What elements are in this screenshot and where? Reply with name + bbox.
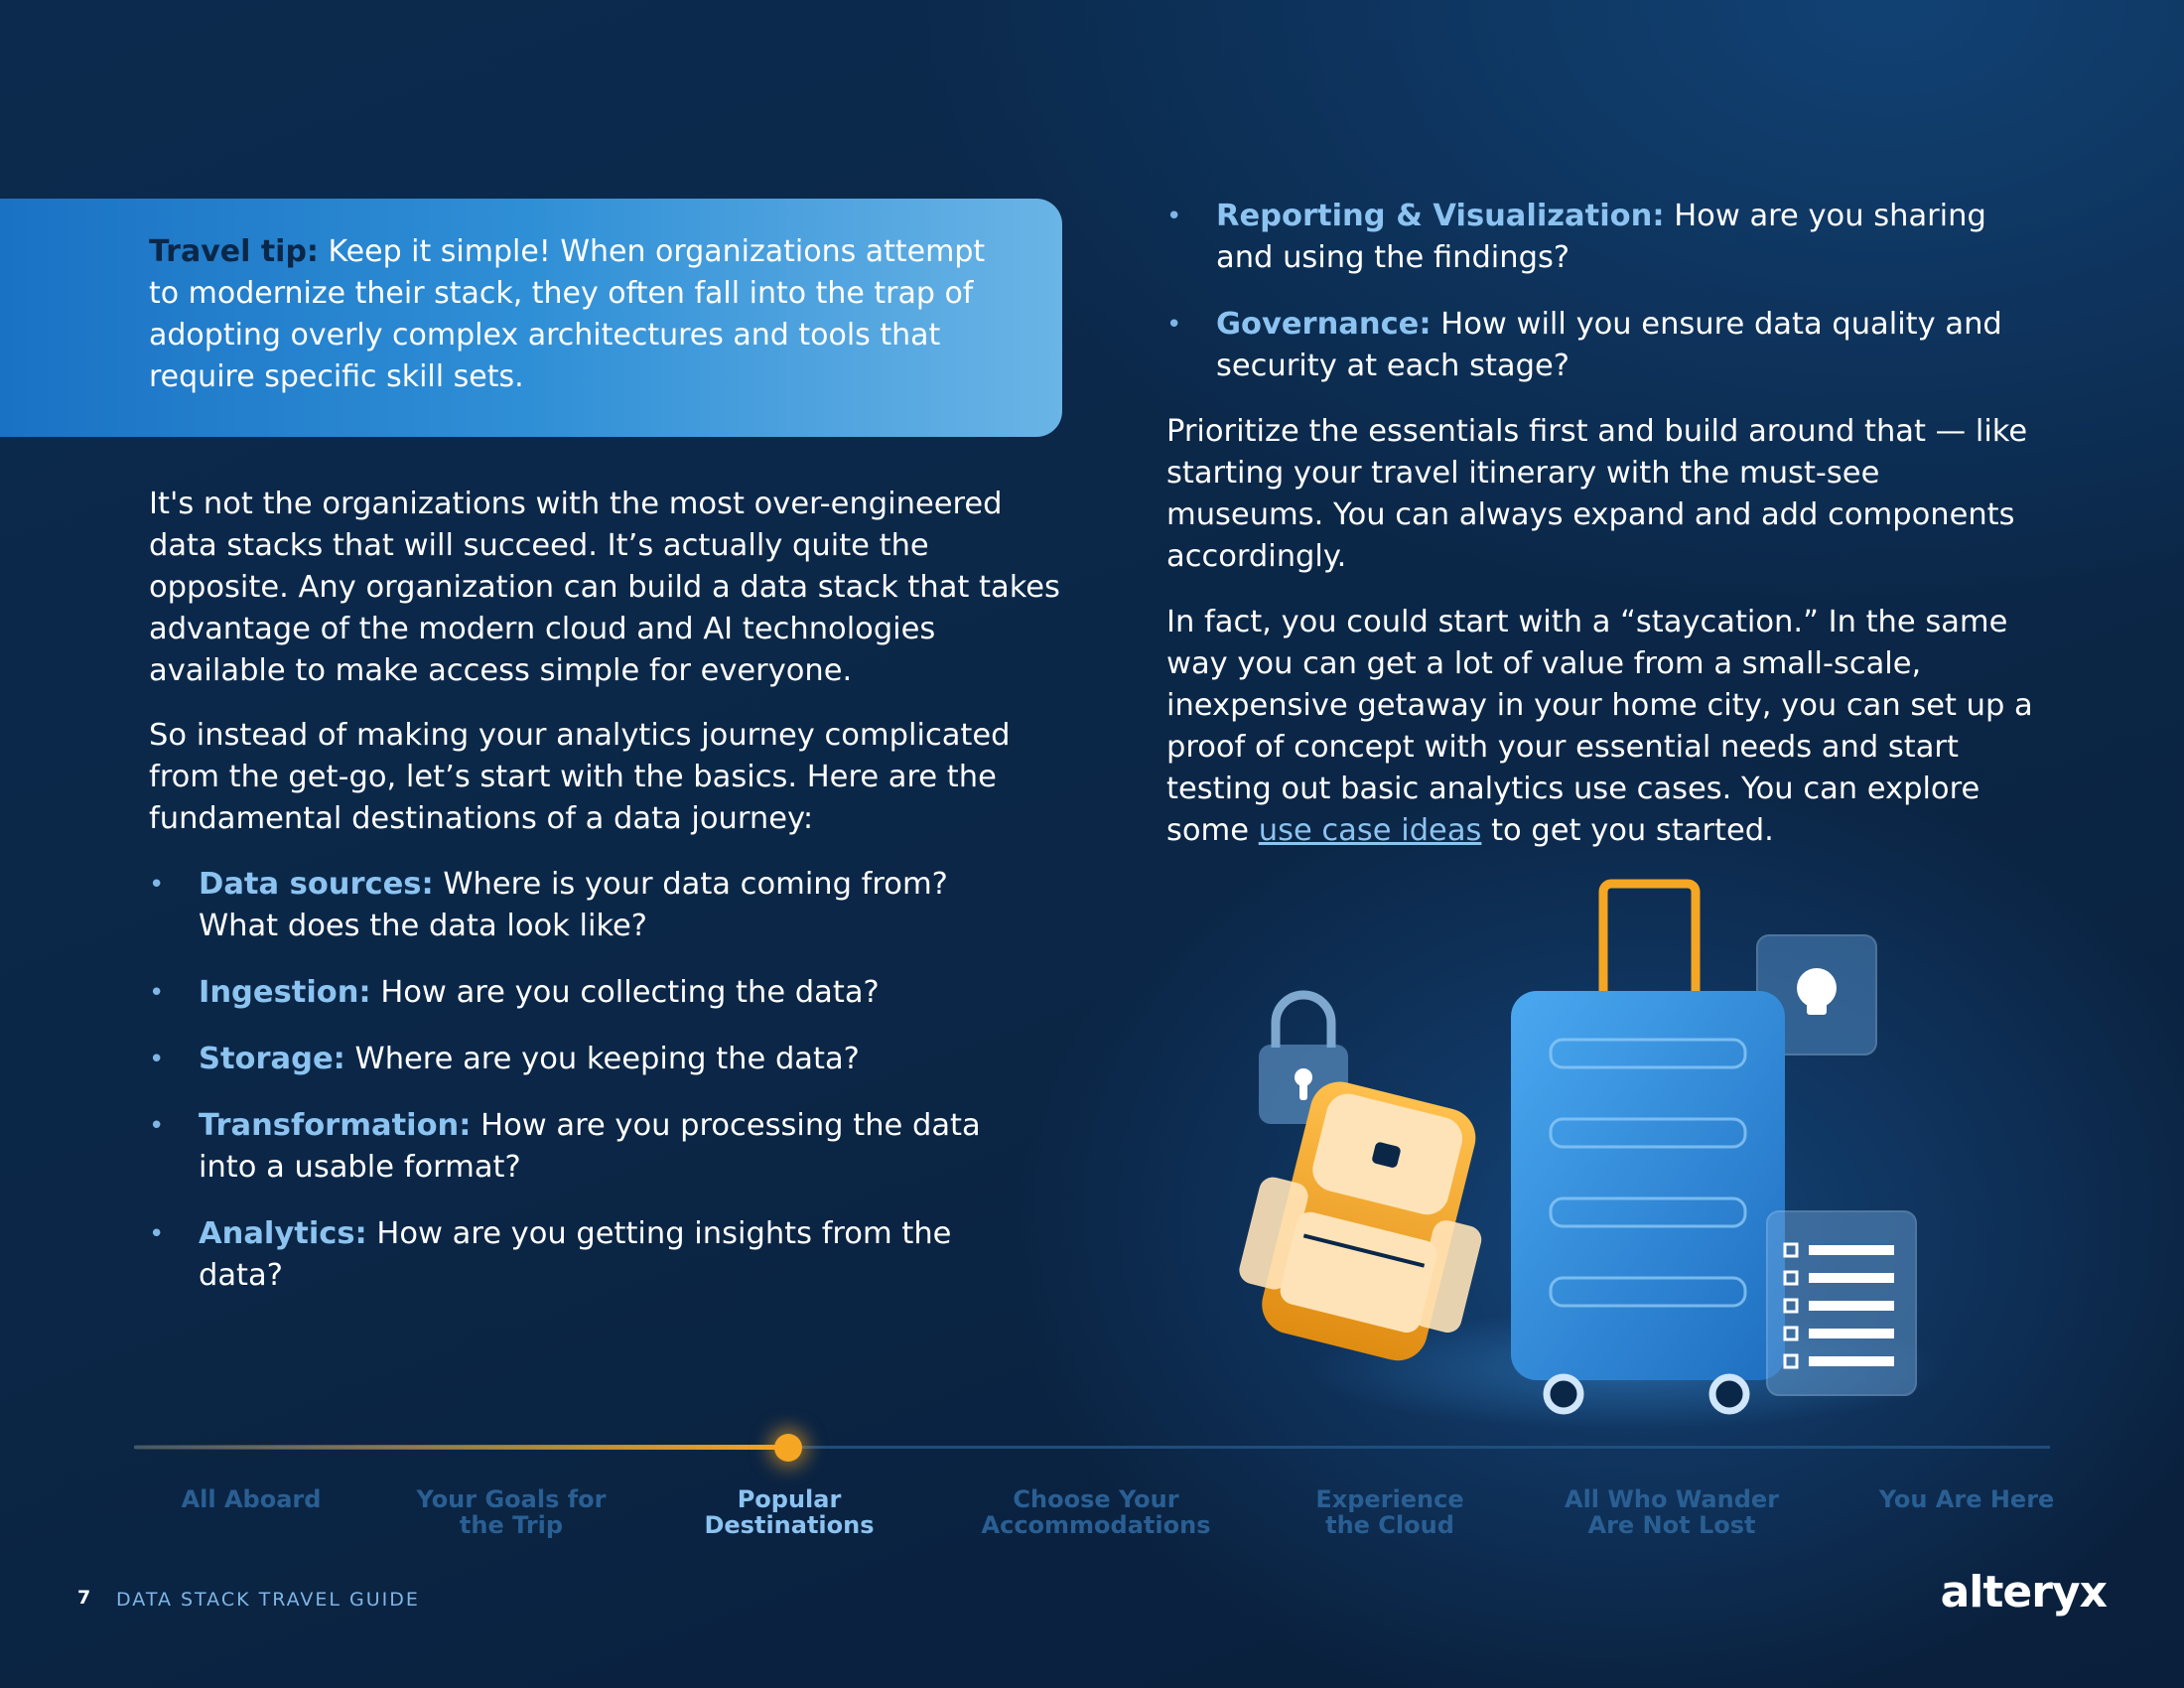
- list-item-term: Data sources:: [199, 867, 434, 902]
- list-item: [1166, 196, 2040, 279]
- nav-item-choose-accommodations[interactable]: [982, 1486, 1211, 1538]
- nav-item-all-aboard[interactable]: [182, 1486, 322, 1512]
- nav-item-label-2: Are Not Lost: [1587, 1511, 1756, 1539]
- nav-item-your-goals[interactable]: [417, 1486, 607, 1538]
- nav-item-all-who-wander[interactable]: [1565, 1486, 1779, 1538]
- nav-item-label: All Who Wander: [1565, 1485, 1779, 1513]
- document-title: DATA STACK TRAVEL GUIDE: [116, 1589, 420, 1611]
- bullet-icon: •: [1166, 202, 1182, 231]
- nav-item-label: Experience: [1315, 1485, 1464, 1513]
- list-item-text: How will you ensure data quality and security at each stage?: [1216, 307, 2002, 383]
- staycation-text-end: to get you started.: [1481, 813, 1774, 848]
- checklist-icon: [1767, 1211, 1916, 1395]
- list-item: [149, 1039, 1023, 1080]
- travel-illustration: [1231, 874, 1946, 1430]
- bullet-icon: •: [1166, 310, 1182, 340]
- timeline-current-marker: [774, 1434, 802, 1462]
- nav-item-label: Your Goals for: [416, 1485, 607, 1513]
- list-item: [149, 972, 1023, 1014]
- intro-paragraph: It's not the organizations with the most over-engineered data stacks that will succeed. It’s actually quite the opposite. Any organization can build a data stack that takes advantage of the modern cloud and AI technologies available to make access simple for everyone.: [149, 487, 1060, 688]
- use-case-ideas-link[interactable]: use case ideas: [1258, 813, 1482, 848]
- destination-list-continued: [1166, 196, 2040, 412]
- travel-tip-text: [149, 231, 1023, 398]
- nav-item-label-2: Accommodations: [981, 1511, 1211, 1539]
- page-number: 7: [77, 1587, 91, 1609]
- bullet-icon: •: [149, 978, 165, 1008]
- list-item-text: Where are you keeping the data?: [344, 1042, 860, 1076]
- timeline-progress: [134, 1445, 789, 1450]
- list-item-text: How are you getting insights from the data?: [199, 1216, 952, 1293]
- list-item-text: How are you collecting the data?: [370, 975, 880, 1010]
- list-item-term: Transformation:: [199, 1108, 472, 1143]
- nav-item-experience-cloud[interactable]: [1315, 1486, 1463, 1538]
- alteryx-logo: alteryx: [1940, 1567, 2107, 1618]
- prioritize-paragraph: Prioritize the essentials first and build around that — like starting your travel itinerary with the must-see museums. You can always expand and add components accordingly.: [1166, 414, 2028, 574]
- nav-item-label: All Aboard: [181, 1485, 322, 1513]
- list-item-text: How are you sharing and using the findings?: [1216, 199, 1986, 275]
- nav-item-label-2: the Trip: [459, 1511, 564, 1539]
- travel-tip-lead: Travel tip:: [149, 234, 319, 269]
- list-item-term: Governance:: [1216, 307, 1432, 342]
- list-item: [149, 864, 1023, 947]
- nav-item-label: Popular: [737, 1485, 842, 1513]
- nav-item-label-2: the Cloud: [1325, 1511, 1454, 1539]
- bullet-icon: •: [149, 1045, 165, 1074]
- bullet-icon: •: [149, 870, 165, 900]
- list-item: [149, 1105, 1023, 1189]
- staycation-text-start: In fact, you could start with a “staycation.” In the same way you can get a lot of value from a small-scale, inexpensive getaway in your home city, you can set up a proof of concept with your essential needs and start testing out basic analytics use cases. You can explore some: [1166, 605, 2033, 848]
- list-item-term: Analytics:: [199, 1216, 367, 1251]
- travel-tip-body: Keep it simple! When organizations attempt to modernize their stack, they often fall into the trap of adopting overly complex architectures and tools that require specific skill sets.: [149, 234, 986, 394]
- nav-item-label: Choose Your: [1013, 1485, 1179, 1513]
- list-item-term: Storage:: [199, 1042, 345, 1076]
- bullet-icon: •: [149, 1111, 165, 1141]
- list-item-term: Ingestion:: [199, 975, 371, 1010]
- nav-item-label-2: Destinations: [704, 1511, 875, 1539]
- suitcase: [1511, 884, 1785, 1411]
- list-item: [1166, 304, 2040, 387]
- nav-item-popular-destinations[interactable]: [704, 1486, 874, 1538]
- nav-item-label: You Are Here: [1878, 1485, 2055, 1513]
- list-item: [149, 1213, 1023, 1297]
- list-item-term: Reporting & Visualization:: [1216, 199, 1665, 233]
- bullet-icon: •: [149, 1219, 165, 1249]
- nav-item-you-are-here[interactable]: [1879, 1486, 2055, 1512]
- list-item-text: How are you processing the data into a usable format?: [199, 1108, 981, 1185]
- staycation-paragraph: [1166, 602, 2040, 852]
- destinations-paragraph: So instead of making your analytics journey complicated from the get-go, let’s start with the basics. Here are the fundamental destinations of a data journey:: [149, 718, 1011, 836]
- destination-list: [149, 864, 1023, 1322]
- list-item-text: Where is your data coming from? What does the data look like?: [199, 867, 948, 943]
